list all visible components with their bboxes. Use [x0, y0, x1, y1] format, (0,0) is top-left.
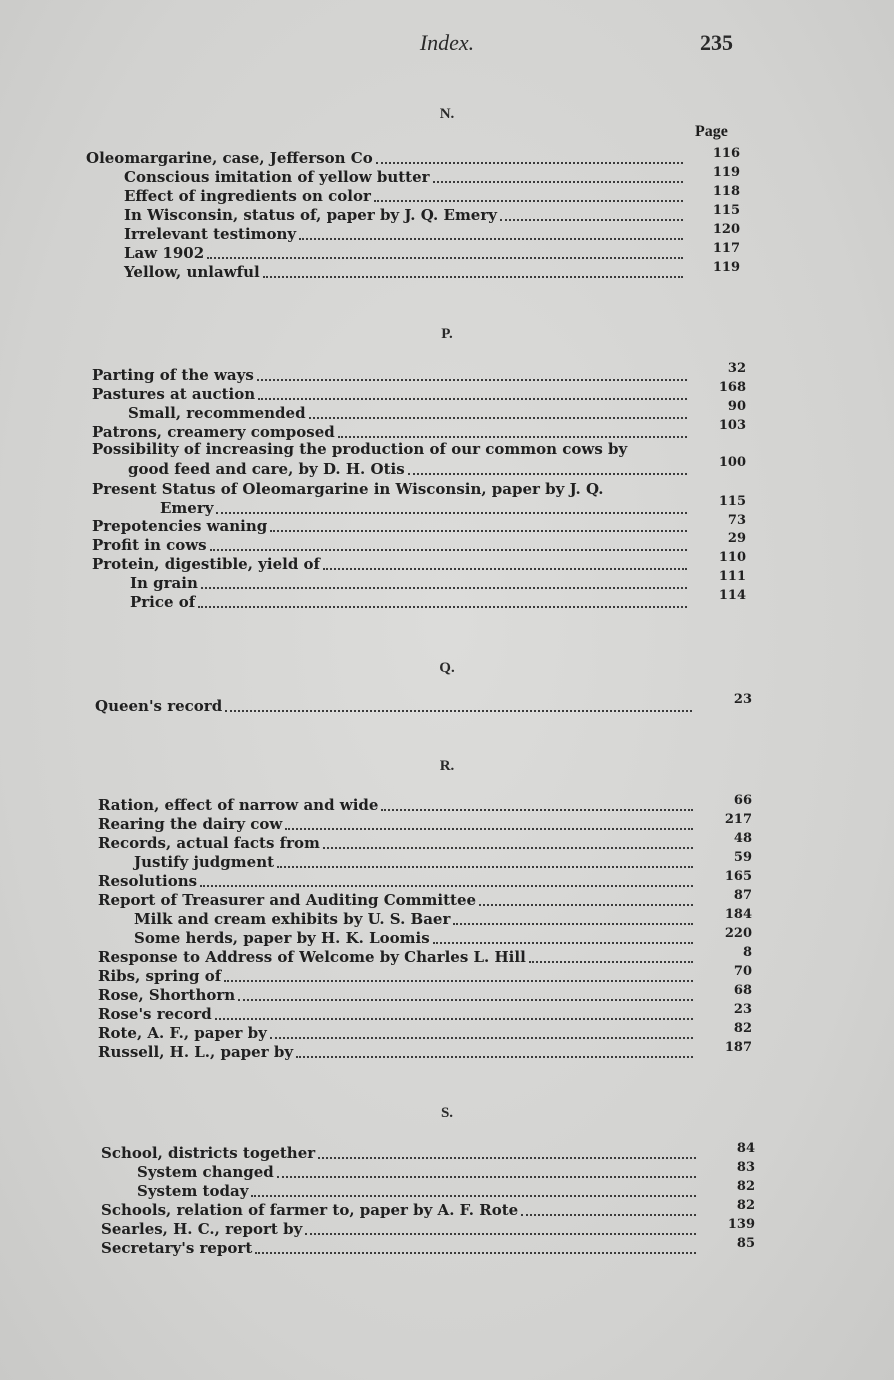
page-ref: 59 — [733, 850, 752, 865]
page-ref: 114 — [718, 588, 746, 603]
page-ref: 117 — [712, 241, 740, 256]
page-ref: 119 — [712, 165, 740, 180]
page-ref: 184 — [724, 907, 752, 922]
page-ref: 29 — [727, 531, 746, 546]
index-entry: Records, actual facts from — [98, 834, 696, 853]
page-ref: 82 — [733, 1021, 752, 1036]
index-entry: Emery — [160, 499, 690, 518]
index-entry: In grain — [130, 574, 690, 593]
index-entry: In Wisconsin, status of, paper by J. Q. Emery — [124, 206, 686, 225]
index-entry: Russell, H. L., paper by — [98, 1043, 696, 1062]
index-entry: Prepotencies waning — [92, 517, 690, 536]
page-ref: 8 — [742, 945, 752, 960]
index-entry: Ration, effect of narrow and wide — [98, 796, 696, 815]
index-entry: Rearing the dairy cow — [98, 815, 696, 834]
index-entry: Secretary's report — [101, 1239, 699, 1258]
page-ref: 115 — [718, 494, 746, 509]
index-entry: Effect of ingredients on color — [124, 187, 686, 206]
index-entry: Justify judgment — [134, 853, 696, 872]
index-entry: Patrons, creamery composed — [92, 423, 690, 442]
section-letter-p: P. — [441, 326, 453, 342]
index-entry: Some herds, paper by H. K. Loomis — [134, 929, 696, 948]
page-ref: 110 — [718, 550, 746, 565]
page-ref: 66 — [733, 793, 752, 808]
page-ref: 100 — [718, 455, 746, 470]
section-letter-r: R. — [439, 758, 455, 774]
page-ref: 220 — [724, 926, 752, 941]
index-entry: Pastures at auction — [92, 385, 690, 404]
index-entry: Ribs, spring of — [98, 967, 696, 986]
page-ref: 139 — [727, 1217, 755, 1232]
page-ref: 187 — [724, 1040, 752, 1055]
index-entry: Resolutions — [98, 872, 696, 891]
page-ref: 32 — [727, 361, 746, 376]
index-entry: Parting of the ways — [92, 366, 690, 385]
index-entry: Small, recommended — [128, 404, 690, 423]
index-entry: Oleomargarine, case, Jefferson Co — [86, 149, 686, 168]
index-entry: Conscious imitation of yellow butter — [124, 168, 686, 187]
index-entry: System today — [137, 1182, 699, 1201]
index-entry: Response to Address of Welcome by Charles L. Hill — [98, 948, 696, 967]
page-ref: 87 — [733, 888, 752, 903]
page-ref: 168 — [718, 380, 746, 395]
index-entry: good feed and care, by D. H. Otis — [128, 460, 690, 479]
index-entry: Law 1902 — [124, 244, 686, 263]
running-title: Index. — [419, 30, 475, 55]
section-letter-q: Q. — [439, 660, 455, 676]
page-ref: 90 — [727, 399, 746, 414]
index-entry: Schools, relation of farmer to, paper by A. F. Rote — [101, 1201, 699, 1220]
page-number: 235 — [700, 30, 733, 55]
index-entry: Price of — [130, 593, 690, 612]
index-entry: Protein, digestible, yield of — [92, 555, 690, 574]
index-entry: System changed — [137, 1163, 699, 1182]
page-ref: 111 — [718, 569, 746, 584]
page-ref: 82 — [736, 1179, 755, 1194]
page-ref: 68 — [733, 983, 752, 998]
index-entry: Rose's record — [98, 1005, 696, 1024]
page-ref: 217 — [724, 812, 752, 827]
index-entry: Yellow, unlawful — [124, 263, 686, 282]
page-ref: 70 — [733, 964, 752, 979]
page-ref: 84 — [736, 1141, 755, 1156]
page-ref: 116 — [712, 146, 740, 161]
index-entry: Possibility of increasing the production of our common cows by — [92, 440, 628, 458]
page-ref: 118 — [712, 184, 740, 199]
page-ref: 23 — [733, 1002, 752, 1017]
index-entry: Rose, Shorthorn — [98, 986, 696, 1005]
page-ref: 120 — [712, 222, 740, 237]
section-letter-s: S. — [440, 1105, 454, 1121]
page-ref: 82 — [736, 1198, 755, 1213]
index-entry: Searles, H. C., report by — [101, 1220, 699, 1239]
section-letter-n: N. — [439, 106, 455, 122]
index-entry: Irrelevant testimony — [124, 225, 686, 244]
page-ref: 103 — [718, 418, 746, 433]
index-entry: School, districts together — [101, 1144, 699, 1163]
page-ref: 115 — [712, 203, 740, 218]
index-entry: Queen's record — [95, 697, 695, 716]
page-ref: 83 — [736, 1160, 755, 1175]
index-entry: Rote, A. F., paper by — [98, 1024, 696, 1043]
index-entry: Milk and cream exhibits by U. S. Baer — [134, 910, 696, 929]
page-ref: 23 — [733, 692, 752, 707]
page-ref: 119 — [712, 260, 740, 275]
page-column-label: Page — [695, 123, 728, 140]
index-entry: Report of Treasurer and Auditing Committee — [98, 891, 696, 910]
page-ref: 165 — [724, 869, 752, 884]
index-entry: Present Status of Oleomargarine in Wisconsin, paper by J. Q. — [92, 480, 604, 498]
page-ref: 85 — [736, 1236, 755, 1251]
index-entry: Profit in cows — [92, 536, 690, 555]
page-ref: 48 — [733, 831, 752, 846]
page-ref: 73 — [727, 513, 746, 528]
